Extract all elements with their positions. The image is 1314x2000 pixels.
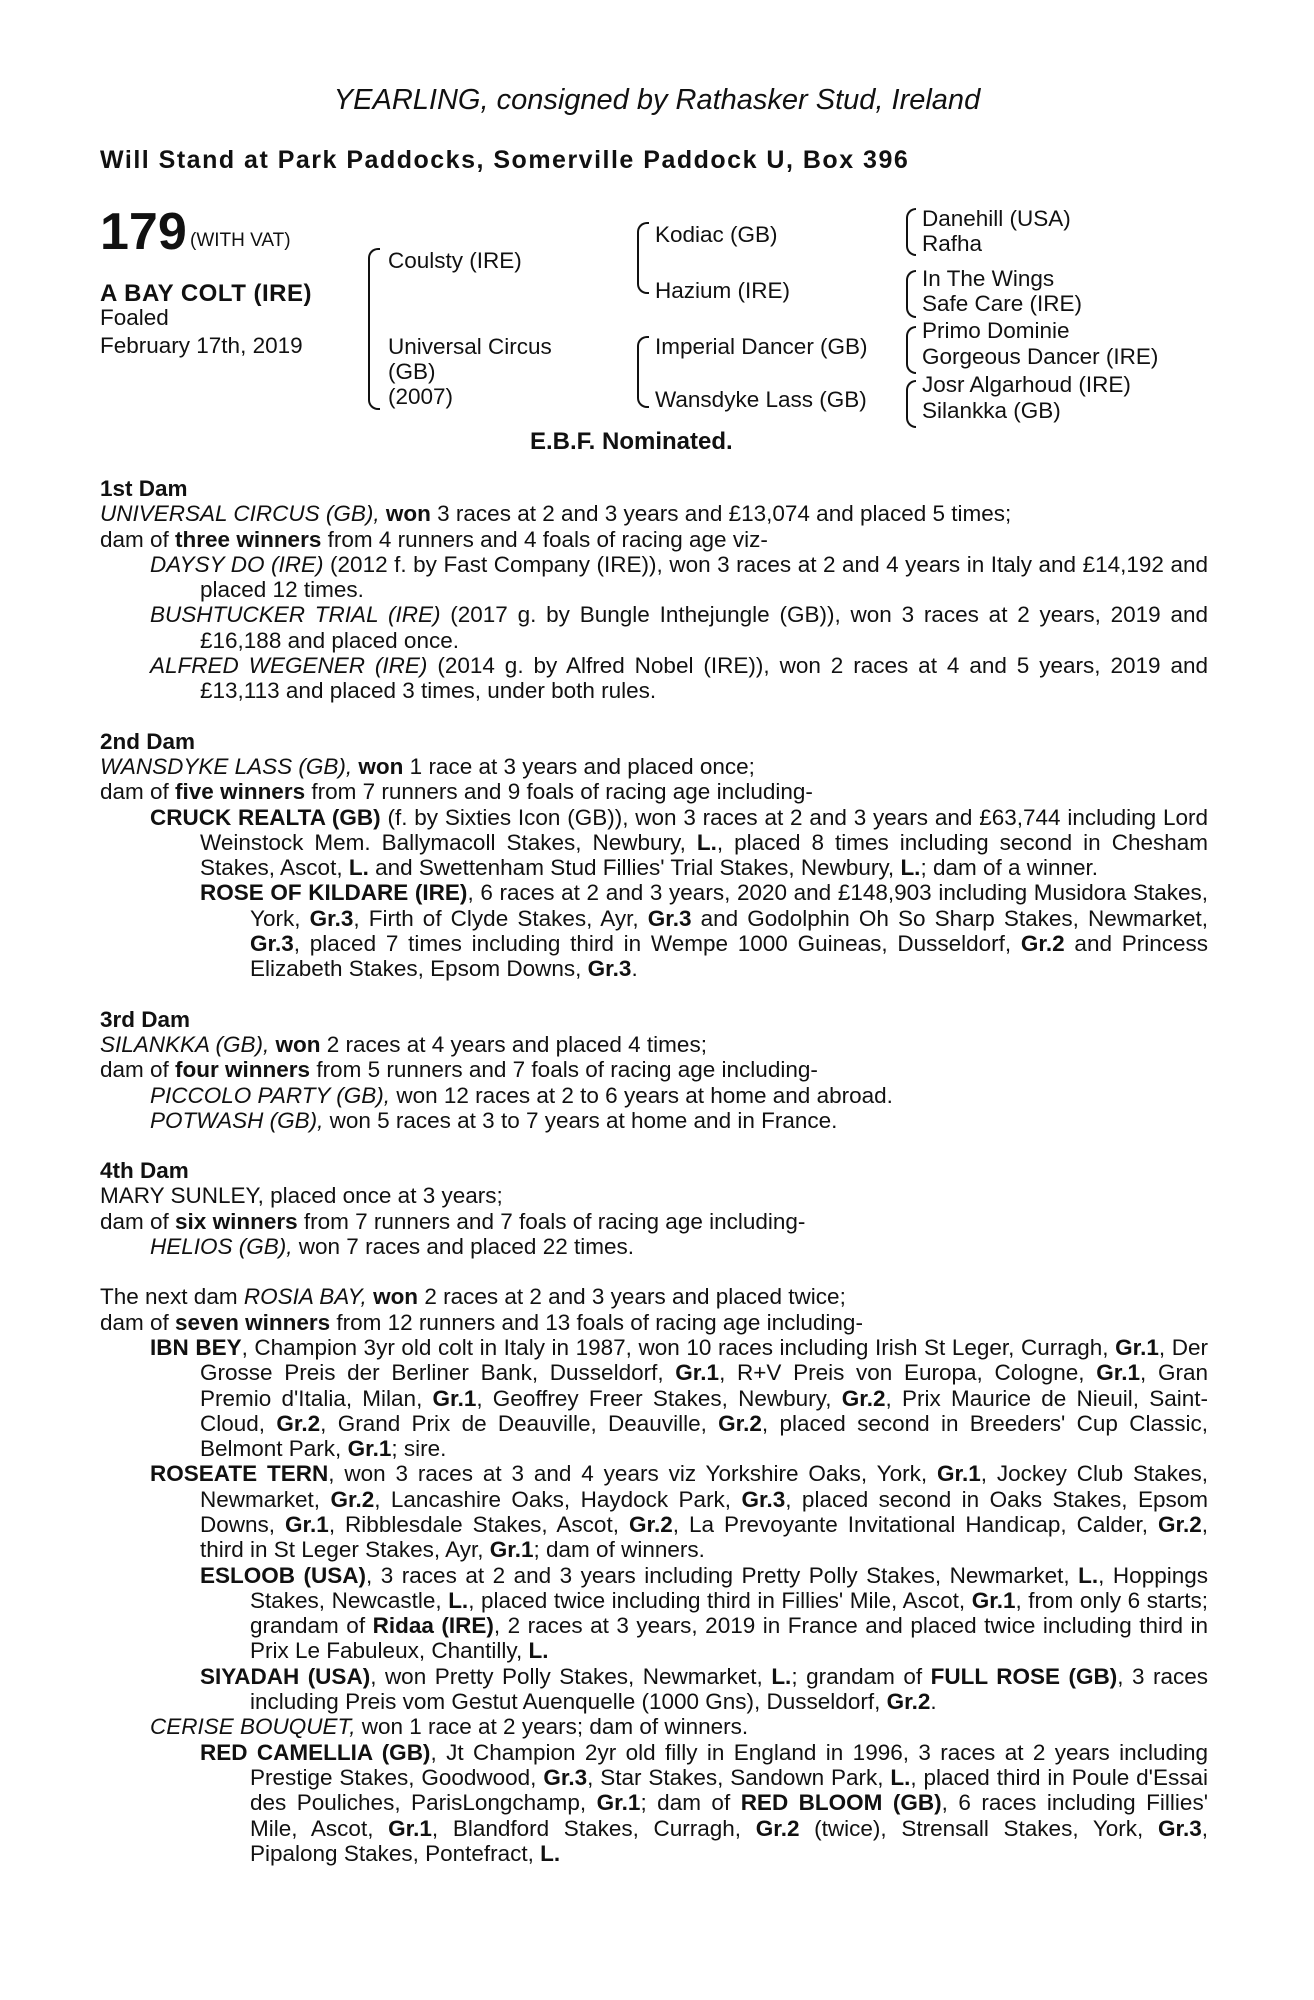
offspring-text: , Champion 3yr old colt in Italy in 1987, won 10 races including Irish St Leger, Curragh, bbox=[241, 1334, 1116, 1360]
offspring-text: (f. by Sixties Icon (GB)), won 3 races at 2 and 3 years and £63,744 including Lord Weinstock Mem. Ballymacoll Stakes, Newbury, bbox=[200, 804, 1208, 855]
pedigree-dam-dam: Wansdyke Lass (GB) bbox=[655, 387, 867, 412]
grand-offspring-name: Ridaa (IRE) bbox=[372, 1613, 494, 1639]
offspring-name: ROSE OF KILDARE (IRE) bbox=[200, 880, 468, 906]
offspring-text: , Jockey Club Stakes, Newmarket, bbox=[200, 1461, 1209, 1512]
nextdam-winners: seven winners bbox=[175, 1309, 331, 1335]
dam4-produce bbox=[100, 1209, 1208, 1234]
nextdam-name: ROSIA BAY, bbox=[243, 1284, 367, 1310]
offspring-text: , 2 races at 3 years, 2019 in France and placed twice including third in Prix Le Fabuleux, Chantilly, bbox=[250, 1613, 1208, 1664]
grade-mark: Gr.2 bbox=[276, 1410, 321, 1436]
grade-mark: Gr.2 bbox=[755, 1815, 800, 1841]
offspring-name: HELIOS (GB), bbox=[150, 1234, 293, 1260]
dam2-dam-of: dam of bbox=[100, 779, 176, 805]
grade-mark: Gr.2 bbox=[330, 1486, 375, 1512]
dam1-record bbox=[100, 501, 1208, 526]
horse-name: A BAY COLT (IRE) bbox=[100, 280, 313, 307]
offspring-text: ; dam of winners. bbox=[533, 1537, 705, 1563]
pedigree-sds: In The Wings bbox=[922, 266, 1055, 291]
spacer bbox=[100, 1133, 1208, 1158]
nextdam-won: won bbox=[366, 1284, 419, 1310]
grade-mark: Gr.1 bbox=[388, 1815, 432, 1841]
dam4-record: MARY SUNLEY, placed once at 3 years; bbox=[100, 1183, 503, 1209]
dam3-produce bbox=[100, 1057, 1208, 1082]
nextdam-produce-text: from 12 runners and 13 foals of racing age including- bbox=[330, 1309, 863, 1335]
dam1-produce bbox=[100, 527, 1208, 552]
offspring-text: , Firth of Clyde Stakes, Ayr, bbox=[353, 905, 648, 931]
pedigree-brace-ss bbox=[906, 208, 916, 256]
dam1-produce-text: from 4 runners and 4 foals of racing age viz- bbox=[321, 526, 768, 552]
dam2-produce bbox=[100, 779, 1208, 804]
listed-mark: L. bbox=[540, 1840, 561, 1866]
dam3-record bbox=[100, 1032, 1208, 1057]
offspring-text: , Blandford Stakes, Curragh, bbox=[431, 1815, 756, 1841]
dam2-heading: 2nd Dam bbox=[100, 728, 196, 754]
foaled-date: February 17th, 2019 bbox=[100, 333, 303, 358]
dam2-won: won bbox=[358, 753, 404, 779]
offspring-text: , Pipalong Stakes, Pontefract, bbox=[250, 1815, 1208, 1866]
dam1-name: UNIVERSAL CIRCUS (GB), bbox=[100, 501, 380, 527]
listed-mark: L. bbox=[348, 855, 369, 881]
nextdam-record-text: 2 races at 2 and 3 years and placed twice; bbox=[418, 1284, 846, 1310]
offspring-text: and Swettenham Stud Fillies' Trial Stakes, Newbury, bbox=[368, 855, 901, 881]
pedigree-sire-sire: Kodiac (GB) bbox=[655, 222, 778, 247]
offspring-name: BUSHTUCKER TRIAL (IRE) bbox=[150, 602, 441, 628]
listed-mark: L. bbox=[890, 1764, 911, 1790]
nextdam-offspring-esloob bbox=[100, 1563, 1208, 1664]
offspring-text: ; dam of a winner. bbox=[920, 855, 1099, 881]
offspring-text: , 6 races at 2 and 3 years, 2020 and £148,903 including Musidora Stakes, York, bbox=[250, 880, 1208, 931]
pedigree-sire: Coulsty (IRE) bbox=[388, 248, 522, 273]
grade-mark: Gr.3 bbox=[587, 956, 632, 982]
offspring-text: , placed second in Breeders' Cup Classic, Belmont Park, bbox=[200, 1410, 1209, 1462]
grand-offspring-name: FULL ROSE (GB) bbox=[930, 1663, 1118, 1689]
offspring-text: , placed 7 times including third in Wempe 1000 Guineas, Dusseldorf, bbox=[293, 931, 1021, 957]
grade-mark: Gr.3 bbox=[647, 905, 692, 931]
pedigree-brace-ds bbox=[906, 326, 916, 374]
dam3-offspring-2 bbox=[100, 1108, 1208, 1133]
offspring-text: , placed twice including third in Fillies' Mile, Ascot, bbox=[468, 1587, 972, 1613]
nextdam-dam-of: dam of bbox=[100, 1309, 176, 1335]
offspring-text: , Grand Prix de Deauville, Deauville, bbox=[320, 1410, 719, 1436]
offspring-name: RED CAMELLIA (GB) bbox=[200, 1739, 431, 1765]
offspring-text: , Hoppings Stakes, Newcastle, bbox=[250, 1562, 1208, 1613]
grade-mark: Gr.1 bbox=[936, 1461, 981, 1487]
dam3-heading: 3rd Dam bbox=[100, 1006, 191, 1032]
dam3-name: SILANKKA (GB), bbox=[100, 1031, 270, 1057]
grade-mark: Gr.3 bbox=[741, 1486, 786, 1512]
dam2-record bbox=[100, 754, 1208, 779]
grade-mark: Gr.3 bbox=[309, 905, 354, 931]
dam3-produce-text: from 5 runners and 7 foals of racing age including- bbox=[310, 1057, 818, 1083]
offspring-text: , placed second in Oaks Stakes, Epsom Downs, bbox=[200, 1486, 1208, 1537]
nextdam-offspring-roseate-tern bbox=[100, 1461, 1208, 1562]
offspring-text: , from only 6 starts; grandam of bbox=[250, 1587, 1208, 1639]
offspring-text: ; sire. bbox=[391, 1436, 447, 1462]
offspring-text: won 5 races at 3 to 7 years at home and in France. bbox=[323, 1107, 838, 1133]
catalogue-body bbox=[100, 476, 1208, 1866]
offspring-name: IBN BEY bbox=[150, 1334, 242, 1360]
pedigree-dam-sire: Imperial Dancer (GB) bbox=[655, 334, 868, 359]
offspring-text: won 12 races at 2 to 6 years at home and abroad. bbox=[390, 1082, 893, 1108]
pedigree-ssd: Rafha bbox=[922, 231, 983, 256]
pedigree-brace-dd bbox=[906, 380, 916, 428]
offspring-text: (2017 g. by Bungle Inthejungle (GB)), won 3 races at 2 years, 2019 and £16,188 and placed once. bbox=[200, 602, 1209, 653]
nextdam-pre: The next dam bbox=[100, 1284, 244, 1310]
spacer bbox=[100, 704, 1208, 729]
dam4-dam-of: dam of bbox=[100, 1208, 176, 1234]
pedigree-brace-sd bbox=[906, 270, 916, 318]
dam1-offspring-3 bbox=[100, 653, 1208, 704]
grade-mark: Gr.1 bbox=[675, 1360, 720, 1386]
nextdam-produce bbox=[100, 1310, 1208, 1335]
dam1-offspring-2 bbox=[100, 602, 1208, 653]
dam1-offspring-1 bbox=[100, 552, 1208, 603]
grade-mark: Gr.2 bbox=[1157, 1511, 1202, 1537]
dam3-won: won bbox=[275, 1031, 321, 1057]
offspring-name: ROSEATE TERN bbox=[150, 1461, 329, 1487]
dam3-winners: four winners bbox=[175, 1057, 311, 1083]
grade-mark: Gr.1 bbox=[1115, 1334, 1159, 1360]
dam2-winners: five winners bbox=[175, 779, 306, 805]
grade-mark: Gr.1 bbox=[1096, 1360, 1141, 1386]
offspring-text: , third in St Leger Stakes, Ayr, bbox=[200, 1511, 1209, 1563]
offspring-name: CRUCK REALTA (GB) bbox=[150, 804, 381, 830]
offspring-text: . bbox=[631, 956, 638, 982]
grade-mark: Gr.2 bbox=[841, 1385, 886, 1411]
nextdam-offspring-siyadah bbox=[100, 1664, 1208, 1715]
pedigree-sss: Danehill (USA) bbox=[922, 206, 1071, 231]
offspring-text: , won 3 races at 3 and 4 years viz Yorkshire Oaks, York, bbox=[328, 1461, 937, 1487]
dam1-heading: 1st Dam bbox=[100, 476, 188, 501]
offspring-name: POTWASH (GB), bbox=[150, 1107, 324, 1133]
offspring-name: DAYSY DO (IRE) bbox=[150, 551, 324, 577]
nextdam-record bbox=[100, 1284, 1208, 1309]
dam4-heading: 4th Dam bbox=[100, 1158, 189, 1184]
offspring-text: , Gran Premio d'Italia, Milan, bbox=[200, 1360, 1208, 1411]
offspring-name: ALFRED WEGENER (IRE) bbox=[150, 653, 428, 679]
nextdam-offspring-cerise-bouquet bbox=[100, 1714, 1208, 1739]
pedigree-dam-line3: (2007) bbox=[388, 384, 454, 409]
offspring-text: ; grandam of bbox=[791, 1663, 931, 1689]
listed-mark: L. bbox=[900, 855, 921, 881]
pedigree-brace-dam bbox=[637, 336, 649, 408]
spacer bbox=[100, 1259, 1208, 1284]
offspring-name: ESLOOB (USA) bbox=[200, 1562, 367, 1588]
grade-mark: Gr.1 bbox=[285, 1511, 329, 1537]
nextdam-offspring-red-camellia bbox=[100, 1740, 1208, 1866]
grade-mark: Gr.3 bbox=[543, 1764, 588, 1790]
grade-mark: Gr.1 bbox=[432, 1385, 477, 1411]
offspring-text: , placed third in Poule d'Essai des Pouliches, ParisLongchamp, bbox=[250, 1764, 1209, 1816]
offspring-text: (2014 g. by Alfred Nobel (IRE)), won 2 races at 4 and 5 years, 2019 and £13,113 and placed 3 times, under both rules. bbox=[200, 653, 1208, 704]
offspring-text: , Prix Maurice de Nieuil, Saint-Cloud, bbox=[200, 1385, 1208, 1436]
consignment-line: YEARLING, consigned by Rathasker Stud, Ireland bbox=[333, 84, 981, 116]
pedigree-sdd: Safe Care (IRE) bbox=[922, 291, 1083, 316]
listed-mark: L. bbox=[528, 1638, 549, 1664]
offspring-text: , Jt Champion 2yr old filly in England in 1996, 3 races at 2 years including Prestige Stakes, Goodwood, bbox=[250, 1739, 1208, 1790]
pedigree-brace-main bbox=[368, 248, 380, 410]
offspring-text: . bbox=[930, 1689, 937, 1715]
dam2-name: WANSDYKE LASS (GB), bbox=[100, 753, 353, 779]
listed-mark: L. bbox=[448, 1587, 469, 1613]
pedigree-dam-line1: Universal Circus bbox=[388, 334, 552, 359]
grade-mark: Gr.1 bbox=[489, 1537, 534, 1563]
pedigree-dsd: Gorgeous Dancer (IRE) bbox=[922, 344, 1159, 369]
nextdam-offspring-ibn-bey bbox=[100, 1335, 1208, 1461]
offspring-name: SIYADAH (USA) bbox=[200, 1663, 371, 1689]
offspring-name: CERISE BOUQUET, bbox=[150, 1714, 356, 1740]
offspring-text: , placed 8 times including second in Chesham Stakes, Ascot, bbox=[200, 829, 1208, 881]
offspring-text: , Star Stakes, Sandown Park, bbox=[587, 1764, 891, 1790]
dam2-offspring-rose bbox=[100, 880, 1208, 981]
offspring-name: PICCOLO PARTY (GB), bbox=[150, 1082, 391, 1108]
pedigree-ddd: Silankka (GB) bbox=[922, 398, 1061, 423]
offspring-text: and Princess Elizabeth Stakes, Epsom Downs, bbox=[250, 931, 1208, 982]
dam1-record-text: 3 races at 2 and 3 years and £13,074 and placed 5 times; bbox=[430, 501, 1012, 527]
dam1-winners: three winners bbox=[175, 526, 322, 552]
pedigree-dss: Primo Dominie bbox=[922, 318, 1070, 343]
dam2-offspring-cruck bbox=[100, 805, 1208, 881]
listed-mark: L. bbox=[1078, 1562, 1099, 1588]
offspring-text: and Godolphin Oh So Sharp Stakes, Newmarket, bbox=[691, 905, 1208, 931]
lot-number: 179 bbox=[100, 203, 187, 261]
offspring-text: won 1 race at 2 years; dam of winners. bbox=[355, 1714, 749, 1740]
dam4-produce-text: from 7 runners and 7 foals of racing age including- bbox=[297, 1208, 806, 1234]
offspring-text: , 3 races at 2 and 3 years including Pretty Polly Stakes, Newmarket, bbox=[366, 1562, 1079, 1588]
offspring-text: , won Pretty Polly Stakes, Newmarket, bbox=[370, 1663, 772, 1689]
ebf-note: E.B.F. Nominated. bbox=[530, 428, 733, 455]
dam4-offspring-1 bbox=[100, 1234, 1208, 1259]
listed-mark: L. bbox=[696, 829, 717, 855]
offspring-text: , Lancashire Oaks, Haydock Park, bbox=[374, 1486, 742, 1512]
pedigree-dam-line2: (GB) bbox=[388, 359, 436, 384]
offspring-text: (2012 f. by Fast Company (IRE)), won 3 races at 2 and 4 years in Italy and £14,192 and placed 12 times. bbox=[200, 551, 1208, 603]
grade-mark: Gr.2 bbox=[628, 1511, 673, 1537]
pedigree-brace-sire bbox=[637, 222, 649, 294]
listed-mark: L. bbox=[771, 1663, 792, 1689]
dam3-offspring-1 bbox=[100, 1083, 1208, 1108]
dam1-won: won bbox=[385, 501, 431, 527]
grade-mark: Gr.3 bbox=[1157, 1815, 1202, 1841]
grade-mark: Gr.2 bbox=[886, 1689, 931, 1715]
spacer bbox=[100, 982, 1208, 1007]
grade-mark: Gr.2 bbox=[718, 1410, 762, 1436]
grand-offspring-name: RED BLOOM (GB) bbox=[740, 1790, 942, 1816]
offspring-text: , R+V Preis von Europa, Cologne, bbox=[719, 1360, 1097, 1386]
offspring-text: , La Prevoyante Invitational Handicap, Calder, bbox=[672, 1511, 1158, 1537]
pedigree-sire-dam: Hazium (IRE) bbox=[655, 278, 791, 303]
dam4-winners: six winners bbox=[175, 1208, 298, 1234]
grade-mark: Gr.1 bbox=[971, 1587, 1016, 1613]
offspring-text: , 3 races including Preis vom Gestut Auenquelle (1000 Gns), Dusseldorf, bbox=[250, 1663, 1209, 1715]
offspring-text: , Ribblesdale Stakes, Ascot, bbox=[328, 1511, 629, 1537]
dam2-produce-text: from 7 runners and 9 foals of racing age including- bbox=[305, 779, 813, 805]
pedigree-dds: Josr Algarhoud (IRE) bbox=[922, 372, 1131, 397]
offspring-text: , Der Grosse Preis der Berliner Bank, Dusseldorf, bbox=[200, 1334, 1208, 1386]
offspring-text: (twice), Strensall Stakes, York, bbox=[799, 1815, 1158, 1841]
grade-mark: Gr.1 bbox=[347, 1436, 392, 1462]
grade-mark: Gr.2 bbox=[1020, 931, 1065, 957]
grade-mark: Gr.3 bbox=[250, 931, 294, 957]
dam2-record-text: 1 race at 3 years and placed once; bbox=[403, 753, 755, 779]
vat-note: (WITH VAT) bbox=[190, 230, 291, 251]
offspring-text: , Geoffrey Freer Stakes, Newbury, bbox=[476, 1385, 842, 1411]
dam3-dam-of: dam of bbox=[100, 1057, 176, 1083]
dam1-dam-of: dam of bbox=[100, 526, 176, 552]
dam3-record-text: 2 races at 4 years and placed 4 times; bbox=[320, 1031, 707, 1057]
foaled-label: Foaled bbox=[100, 305, 169, 330]
location-line: Will Stand at Park Paddocks, Somerville Paddock U, Box 396 bbox=[100, 146, 910, 174]
grade-mark: Gr.1 bbox=[596, 1790, 641, 1816]
offspring-text: , 6 races including Fillies' Mile, Ascot, bbox=[250, 1790, 1208, 1841]
offspring-text: ; dam of bbox=[640, 1790, 741, 1816]
offspring-text: won 7 races and placed 22 times. bbox=[292, 1234, 634, 1260]
